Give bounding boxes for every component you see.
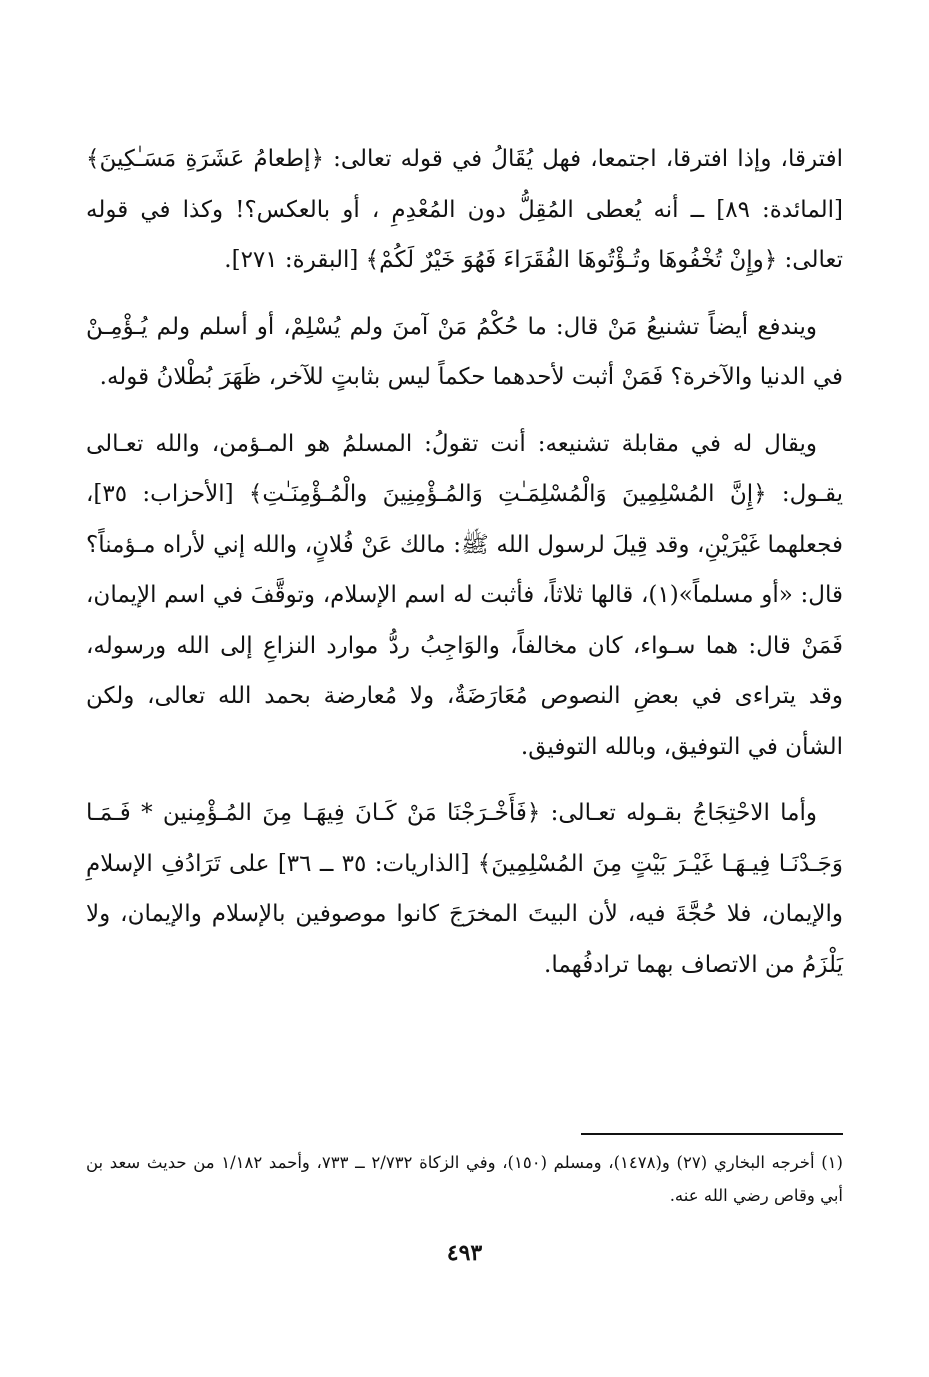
footnotes [86, 1146, 843, 1212]
paragraph-gap [86, 772, 843, 788]
footnote-1: (١) أخرجه البخاري (٢٧) و(١٤٧٨)، ومسلم (١٥٠)، وفي الزكاة ٢/٧٣٢ ــ ٧٣٣، وأحمد ١/١٨٢ من حديث سعد بن أبي وقاص رضي الله عنه. [86, 1153, 843, 1205]
main-text [86, 134, 843, 990]
paragraph-continuation: افترقا، وإذا افترقا، اجتمعا، فهل يُقَالُ في قوله تعالى: ﴿إطعامُ عَشَرَةِ مَسَـٰكِينَ﴾ [المائدة: ٨٩] ــ أنه يُعطى المُقِلُّ دون المُعْدِمِ ، أو بالعكس؟! وكذا في قوله تعالى: ﴿وإِنْ تُخْفُوهَا وتُـؤْتُوهَا الفُقَرَاءَ فَهُوَ خَيْرٌ لَكُمْ﴾ [البقرة: ٢٧١]. [86, 146, 843, 273]
paragraph-reply: ويقال له في مقابلة تشنيعه: أنت تقولُ: المسلمُ هو المـؤمن، والله تعـالى يقـول: ﴿إِنَّ المُسْلِمِينَ وَالْمُسْلِمَـٰتِ وَالمُـؤْمِنِينَ والْمُـؤْمِنَـٰتِ﴾ [الأحزاب: ٣٥]، فجعلهما غَيْرَيْنِ، وقد قِيلَ لرسول الله ﷺ: مالك عَنْ فُلانٍ، والله إني لأراه مـؤمناً؟ قال: «أو مسلماً»(١)، قالها ثلاثاً، فأثبت له اسم الإسلام، وتوقَّفَ في اسم الإيمان، فَمَنْ قال: هما سـواء، كان مخالفاً، والوَاجِبُ ردُّ موارد النزاعِ إلى الله ورسوله، وقد يتراءى في بعضِ النصوص مُعَارَضَةٌ، ولا مُعارضة بحمد الله تعالى، ولكن الشأن في التوفيق، وبالله التوفيق. [86, 430, 843, 760]
paragraph-gap [86, 403, 843, 419]
footnote-separator [581, 1133, 843, 1135]
paragraph-islam-iman-objection: ويندفع أيضاً تشنيعُ مَنْ قال: ما حُكْمُ مَنْ آمنَ ولم يُسْلِمْ، أو أسلم ولم يُـؤْمِـنْ في الدنيا والآخرة؟ فَمَنْ أثبت لأحدهما حكماً ليس بثابتٍ للآخر، ظَهَرَ بُطْلانُ قوله. [86, 313, 843, 390]
paragraph-dhariyat-argument: وأما الاحْتِجَاجُ بقـوله تعـالى: ﴿فَأَخْـرَجْنَا مَنْ كَـانَ فِيهَـا مِنَ المُـؤْمِنين * فَـمَـا وَجَـدْنَـا فِيـهَـا غَيْـرَ بَيْتٍ مِنَ المُسْلِمِينَ﴾ [الذاريات: ٣٥ ــ ٣٦] على تَرَادُفِ الإسلامِ والإيمان، فلا حُجَّةَ فيه، لأن البيتَ المخرَجَ كانوا موصوفين بالإسلام والإيمان، ولا يَلْزَمُ من الاتصاف بهما ترادفُهما. [86, 800, 843, 978]
paragraph-gap [86, 286, 843, 302]
page-number: ٤٩٣ [446, 1240, 483, 1266]
